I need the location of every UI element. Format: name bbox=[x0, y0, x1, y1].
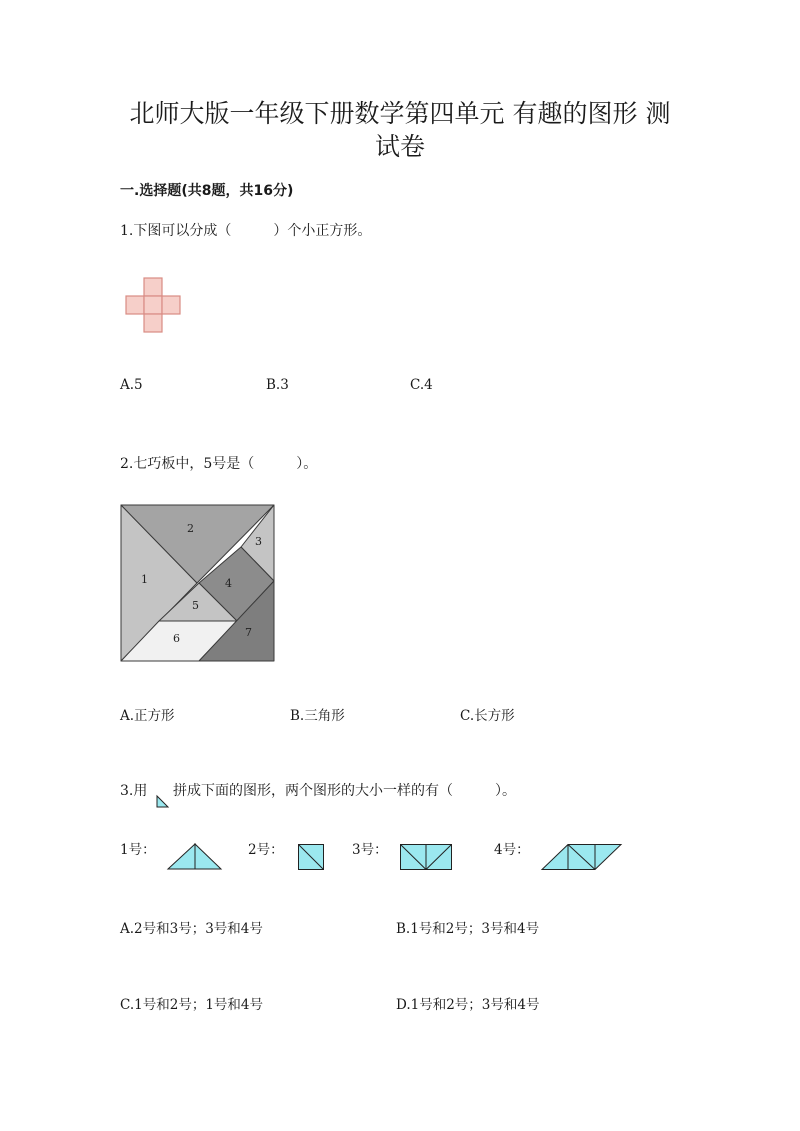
cross-figure bbox=[126, 278, 180, 332]
figure-label-3: 3号： bbox=[352, 842, 388, 858]
cross-square-left bbox=[126, 296, 144, 314]
tangram-label-3: 3 bbox=[255, 535, 262, 548]
tangram-label-2: 2 bbox=[187, 522, 194, 535]
question-2-stem: 2.七巧板中，5号是（ ）。 bbox=[120, 456, 318, 472]
tangram-label-4: 4 bbox=[225, 577, 232, 590]
q2-option-c[interactable]: C.长方形 bbox=[460, 708, 515, 724]
tangram-label-6: 6 bbox=[173, 632, 180, 645]
tangram-figure bbox=[121, 505, 274, 661]
figure-label-1: 1号： bbox=[120, 842, 156, 858]
q1-option-b[interactable]: B.3 bbox=[266, 377, 289, 393]
q3-option-c[interactable]: C.1号和2号；1号和4号 bbox=[120, 997, 263, 1013]
figure-1-triangle bbox=[168, 844, 222, 870]
q1-option-a[interactable]: A.5 bbox=[120, 377, 143, 393]
figure-2-square bbox=[298, 844, 324, 870]
tangram-label-7: 7 bbox=[245, 626, 252, 639]
q2-option-b[interactable]: B.三角形 bbox=[290, 708, 345, 724]
figure-4-parallelogram bbox=[542, 844, 622, 870]
q3-option-d[interactable]: D.1号和2号；3号和4号 bbox=[396, 997, 540, 1013]
figure-3-rectangle bbox=[400, 844, 452, 870]
page-title-line2: 试卷 bbox=[374, 132, 425, 161]
question-3-stem-prefix: 3.用 bbox=[120, 783, 148, 799]
question-3-stem-suffix: 拼成下面的图形，两个图形的大小一样的有（ ）。 bbox=[173, 783, 516, 799]
cross-square-bottom bbox=[144, 314, 162, 332]
figure-label-4: 4号： bbox=[494, 842, 530, 858]
section-heading: 一.选择题(共8题，共16分) bbox=[120, 183, 294, 199]
figure-label-2: 2号： bbox=[248, 842, 284, 858]
q3-option-b[interactable]: B.1号和2号；3号和4号 bbox=[396, 921, 540, 937]
cross-square-top bbox=[144, 278, 162, 296]
q2-option-a[interactable]: A.正方形 bbox=[120, 708, 175, 724]
cross-square-right bbox=[162, 296, 180, 314]
q3-option-a[interactable]: A.2号和3号；3号和4号 bbox=[120, 921, 263, 937]
q1-option-c[interactable]: C.4 bbox=[410, 377, 433, 393]
tangram-label-5: 5 bbox=[192, 599, 199, 612]
small-triangle-tile bbox=[157, 796, 169, 808]
cross-square-center bbox=[144, 296, 162, 314]
page-title: 北师大版一年级下册数学第四单元 有趣的图形 测 bbox=[129, 99, 671, 128]
tangram-label-1: 1 bbox=[141, 573, 148, 586]
question-1-stem: 1.下图可以分成（ ）个小正方形。 bbox=[120, 223, 372, 239]
